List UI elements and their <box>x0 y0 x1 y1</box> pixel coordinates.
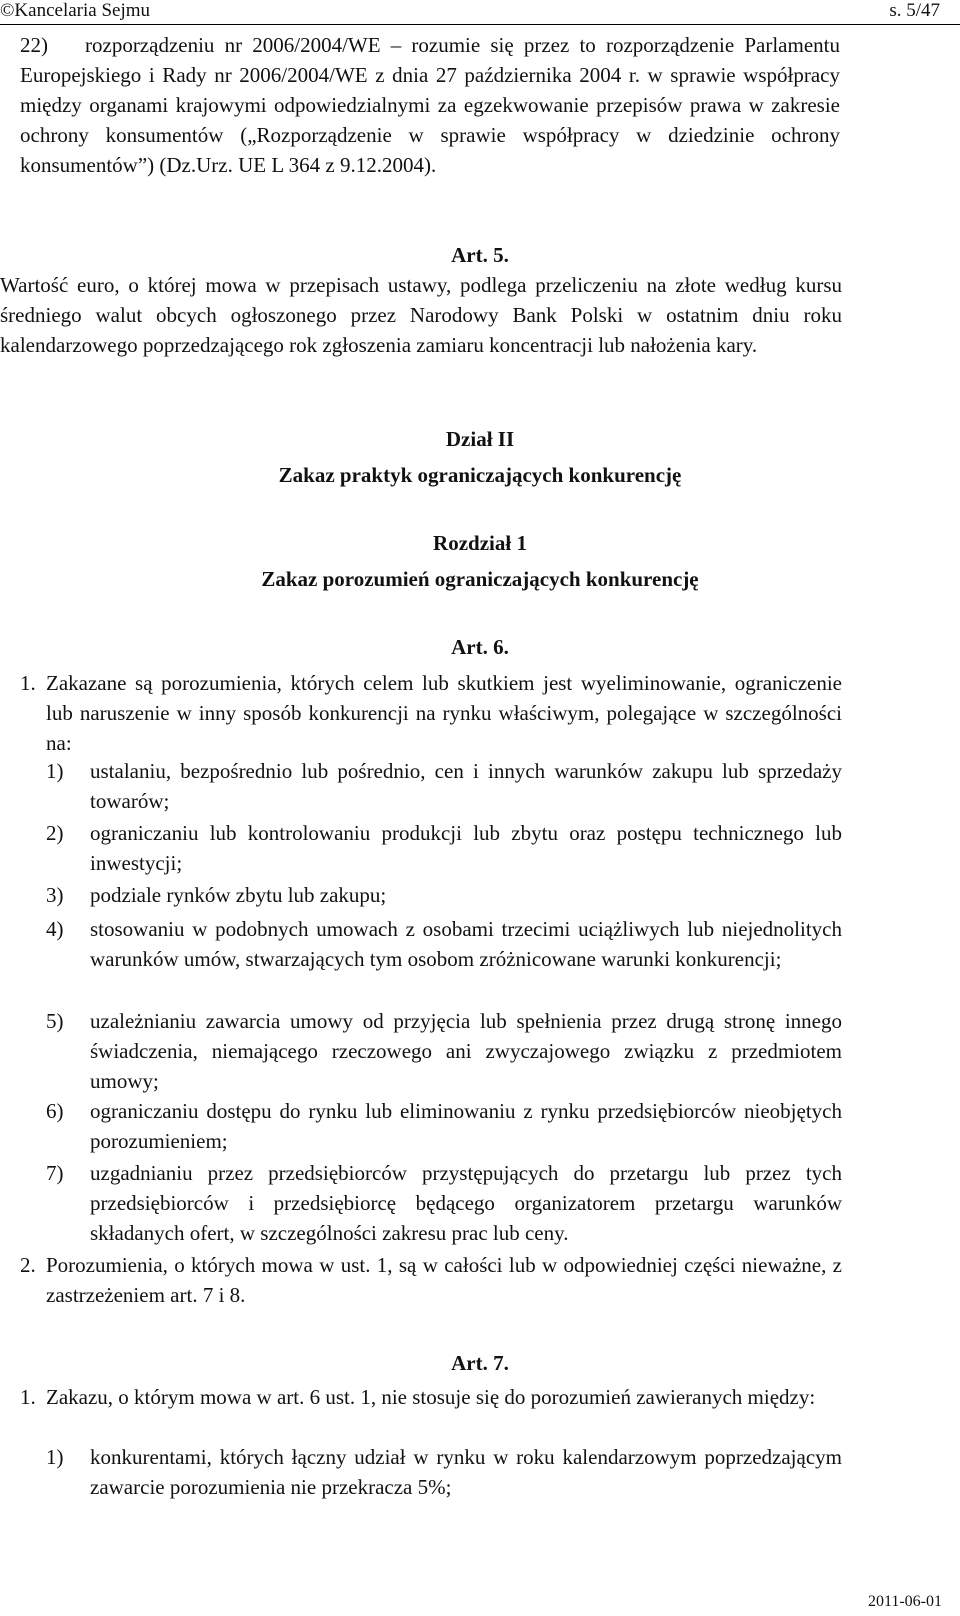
art-6-point-number: 6) <box>46 1099 64 1123</box>
art-6-point-number: 1) <box>46 759 64 783</box>
art-5-heading: Art. 5. <box>451 243 509 267</box>
chapter-title: Zakaz porozumień ograniczających konkurencję <box>261 567 699 591</box>
art-7-point-number: 1) <box>46 1445 64 1469</box>
art-6-p1-number: 1. <box>20 671 36 695</box>
item-22-text: rozporządzeniu nr 2006/2004/WE – rozumie się przez to rozporządzenie Parlamentu Europejskiego i Rady nr 2006/2004/WE z dnia 27 października 2004 r. w sprawie współpracy między organami krajowymi odpowiedzialnymi za egzekwowanie przepisów prawa w zakresie ochrony konsumentów („Rozporządzenie w sprawie współpracy w dziedzinie ochrony konsumentów”) (Dz.Urz. UE L 364 z 9.12.2004). <box>20 33 840 177</box>
art-6-point-text: stosowaniu w podobnych umowach z osobami trzecimi uciążliwych lub niejednolitych warunków umów, stwarzających tym osobom zróżnicowane warunki konkurencji; <box>90 917 842 971</box>
art-6-point-number: 4) <box>46 917 64 941</box>
art-6-heading: Art. 6. <box>451 635 509 659</box>
art-7-heading: Art. 7. <box>451 1351 509 1375</box>
division-title: Zakaz praktyk ograniczających konkurencję <box>278 463 682 487</box>
art-7-point-text: konkurentami, których łączny udział w rynku w roku kalendarzowym poprzedzającym zawarcie porozumienia nie przekracza 5%; <box>90 1445 842 1499</box>
footer-date: 2011-06-01 <box>867 1593 942 1610</box>
art-6-point-number: 5) <box>46 1009 64 1033</box>
header-divider <box>0 24 960 25</box>
art-6-point-number: 7) <box>46 1161 64 1185</box>
art-6-point-text: uzgadnianiu przez przedsiębiorców przystępujących do przetargu lub przez tych przedsiębiorców i przedsiębiorcę będącego organizatorem przetargu warunków składanych ofert, w szczególności zakresu prac lub ceny. <box>90 1161 842 1245</box>
item-22-number: 22) <box>20 33 48 57</box>
division-label: Dział II <box>445 427 515 451</box>
art-7-p1-number: 1. <box>20 1385 36 1409</box>
art-6-point-text: podziale rynków zbytu lub zakupu; <box>90 883 387 907</box>
art-6-point-text: uzależnianiu zawarcia umowy od przyjęcia lub spełnienia przez drugą stronę innego świadczenia, niemającego rzeczowego ani zwyczajowego związku z przedmiotem umowy; <box>90 1009 842 1093</box>
art-6-point-text: ustalaniu, bezpośrednio lub pośrednio, cen i innych warunków zakupu lub sprzedaży towarów; <box>90 759 842 813</box>
art-6-point-number: 3) <box>46 883 64 907</box>
art-6-p1-text: Zakazane są porozumienia, których celem lub skutkiem jest wyeliminowanie, ograniczenie lub naruszenie w inny sposób konkurencji na rynku właściwym, polegające w szczególności na: <box>46 671 842 755</box>
art-6-point-text: ograniczaniu lub kontrolowaniu produkcji lub zbytu oraz postępu technicznego lub inwestycji; <box>90 821 842 875</box>
art-7-p1-text: Zakazu, o którym mowa w art. 6 ust. 1, nie stosuje się do porozumień zawieranych między: <box>46 1385 816 1409</box>
art-5-text: Wartość euro, o której mowa w przepisach ustawy, podlega przeliczeniu na złote według kursu średniego walut obcych ogłoszonego przez Narodowy Bank Polski w ostatnim dniu roku kalendarzowego poprzedzającego rok zgłoszenia zamiaru koncentracji lub nałożenia kary. <box>0 273 842 357</box>
art-6-p2-number: 2. <box>20 1253 36 1277</box>
art-6-point-number: 2) <box>46 821 64 845</box>
art-6-p2-text: Porozumienia, o których mowa w ust. 1, są w całości lub w odpowiedniej części nieważne, z zastrzeżeniem art. 7 i 8. <box>46 1253 842 1307</box>
chapter-label: Rozdział 1 <box>433 531 527 555</box>
page-number: s. 5/47 <box>889 0 940 21</box>
art-6-point-text: ograniczaniu dostępu do rynku lub eliminowaniu z rynku przedsiębiorców nieobjętych porozumieniem; <box>90 1099 842 1153</box>
header-source: ©Kancelaria Sejmu <box>0 0 151 21</box>
